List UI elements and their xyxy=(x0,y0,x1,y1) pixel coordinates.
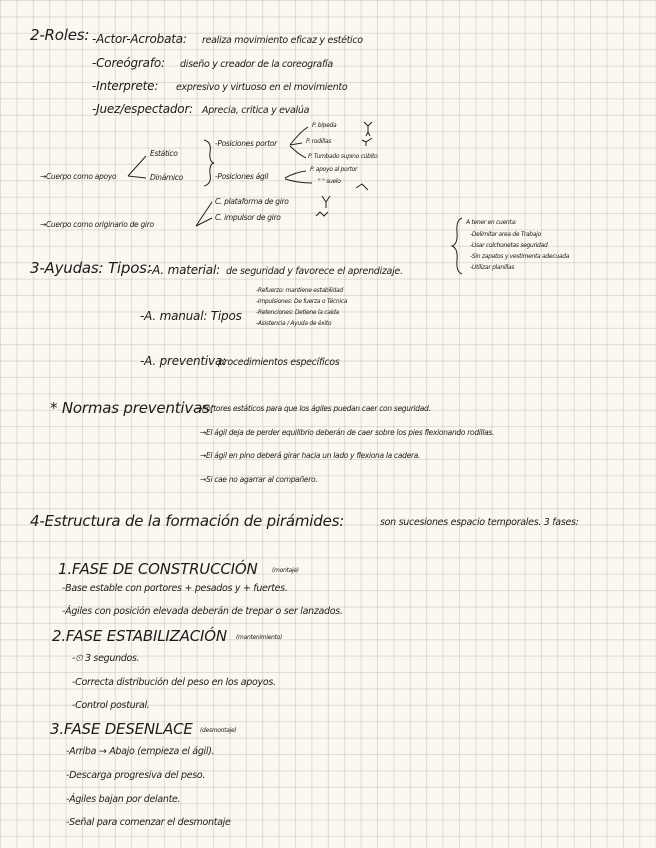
fase2-sub: (mantenimiento) xyxy=(236,634,283,641)
manual-item: -Asistencia / Ayuda de éxito xyxy=(256,320,332,327)
posiciones-agil: -Posiciones ágil xyxy=(215,172,268,181)
fase1-sub: (montaje) xyxy=(272,567,299,574)
c-impulsor: C. impulsor de giro xyxy=(215,213,281,222)
juez-label: -Juez/espectador: xyxy=(92,102,194,116)
fase1-item: -Ágiles con posición elevada deberán de trepar o ser lanzados. xyxy=(62,606,343,617)
manual-item: -Refuerzo: mantiene estabilidad xyxy=(256,287,343,294)
coreografo-label: -Coreógrafo: xyxy=(92,56,165,70)
normas-item: →El ágil en pino deberá girar hacia un lado y flexiona la cadera. xyxy=(200,451,421,460)
p-apoyo-portor: P. apoyo al portor xyxy=(310,166,358,173)
fase2-item: -⏲ 3 segundos. xyxy=(72,653,140,664)
material-label: -A. material: xyxy=(148,263,220,277)
p-suelo: " " suelo xyxy=(318,178,341,185)
actor-label: -Actor-Acrobata: xyxy=(92,32,187,46)
roles-heading: 2-Roles: xyxy=(30,26,90,44)
arrow-apoyo-portor xyxy=(285,171,306,178)
interprete-label: -Interprete: xyxy=(92,79,159,93)
figure-impulsor-icon xyxy=(316,212,328,216)
estatico-label: Estático xyxy=(150,149,178,158)
fase3-item: -Ágiles bajan por delante. xyxy=(66,794,181,805)
fase2-item: -Correcta distribución del peso en los apoyos. xyxy=(72,677,276,688)
tener-item: -Utilizar planillas xyxy=(470,264,515,271)
brace-estatico-dinamico xyxy=(204,140,214,186)
dinamico-label: Dinámico xyxy=(150,173,183,182)
fase3-sub: (desmontaje) xyxy=(200,727,237,734)
arrow-line-estatico xyxy=(128,156,146,176)
fase3-title: 3.FASE DESENLACE xyxy=(50,720,193,738)
arrow-tumbado xyxy=(290,146,306,158)
material-desc: de seguridad y favorece el aprendizaje. xyxy=(226,266,403,277)
fase1-item: -Base estable con portores + pesados y + fuertes. xyxy=(62,583,288,594)
estructura-desc: son sucesiones espacio temporales. 3 fases: xyxy=(380,517,579,528)
p-rodillas: P. rodillas xyxy=(306,138,332,145)
estructura-heading: 4-Estructura de la formación de pirámides: xyxy=(30,512,345,530)
manual-label: -A. manual: Tipos xyxy=(140,309,242,323)
fase2-title: 2.FASE ESTABILIZACIÓN xyxy=(52,627,227,645)
normas-item: →Si cae no agarrar al compañero. xyxy=(200,475,318,484)
tener-item: -Usar colchonetas seguridad xyxy=(470,242,548,249)
preventiva-desc: procedimientos específicos xyxy=(218,357,340,368)
manual-item: -Impulsiones: De fuerza o Técnica xyxy=(256,298,348,305)
tener-item: -Sin zapatos y vestimenta adecuada xyxy=(470,253,570,260)
normas-item: →El ágil deja de perder equilibrio deberán de caer sobre los pies flexionando rodillas. xyxy=(200,428,495,437)
preventiva-label: -A. preventiva: xyxy=(140,354,226,368)
interprete-desc: expresivo y virtuoso en el movimiento xyxy=(176,82,348,93)
manual-item: -Retenciones: Detiene la caída xyxy=(256,309,339,316)
c-plataforma: C. plataforma de giro xyxy=(215,197,289,206)
normas-heading: * Normas preventivas: xyxy=(50,399,215,417)
fase1-title: 1.FASE DE CONSTRUCCIÓN xyxy=(58,560,258,578)
figure-suelo-icon xyxy=(356,184,368,190)
fase2-item: -Control postural. xyxy=(72,700,150,711)
arrow-bipeda xyxy=(290,127,308,145)
coreografo-desc: diseño y creador de la coreografía xyxy=(180,59,333,70)
posiciones-portor: -Posiciones portor xyxy=(215,139,277,148)
figure-rodillas-icon xyxy=(362,138,372,146)
tener-item: -Delimitar area de Trabajo xyxy=(470,231,541,238)
brace-tener-en-cuenta xyxy=(452,218,462,274)
normas-item: →Portores estáticos para que los ágiles puedan caer con seguridad. xyxy=(196,404,431,413)
p-tumbado: P. Tumbado supino cúbito xyxy=(308,153,378,160)
fase3-item: -Descarga progresiva del peso. xyxy=(66,770,206,781)
arrow-line-dinamico xyxy=(128,176,146,178)
tener-en-cuenta-title: A tener en cuenta: xyxy=(466,219,517,226)
fase3-item: -Arriba → Abajo (empieza el ágil). xyxy=(66,746,215,757)
cuerpo-giro: →Cuerpo como originario de giro xyxy=(40,220,154,229)
p-bipeda: P. bípeda xyxy=(312,122,337,129)
figure-plataforma-icon xyxy=(322,196,330,208)
actor-desc: realiza movimiento eficaz y estético xyxy=(202,35,363,46)
juez-desc: Aprecia, critica y evalúa xyxy=(202,105,310,116)
arrow-suelo xyxy=(285,179,312,183)
ayudas-heading: 3-Ayudas: Tipos: xyxy=(30,259,152,277)
fase3-item: -Señal para comenzar el desmontaje xyxy=(66,817,231,828)
cuerpo-apoyo: →Cuerpo como apoyo xyxy=(40,172,117,181)
figure-bipeda-icon xyxy=(364,122,372,136)
